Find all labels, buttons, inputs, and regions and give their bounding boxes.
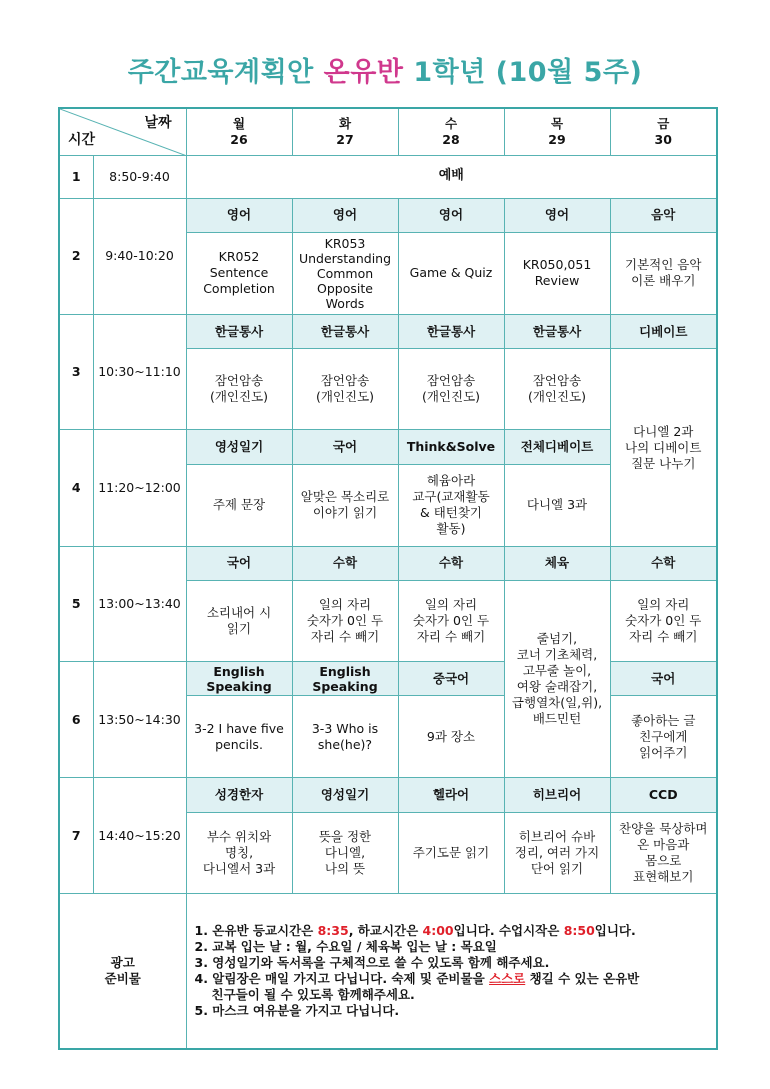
content-cell <box>186 464 292 546</box>
content-line: 헤윰아라 <box>426 473 476 489</box>
content-cell <box>398 464 504 546</box>
content-line: 정리, 여러 가지 <box>514 844 600 860</box>
period-number: 2 <box>59 198 93 314</box>
content-cell <box>504 232 610 314</box>
note-line-4-cont: 친구들이 될 수 있도록 함께해주세요. <box>211 986 415 1002</box>
content-line: 숫자가 0인 두 <box>625 613 702 629</box>
subject-cell: 수학 <box>292 546 398 580</box>
period-time: 14:40~15:20 <box>93 778 186 893</box>
content-line: 잠언암송 <box>426 373 476 389</box>
day-header-mon <box>186 108 292 155</box>
content-line: Sentence <box>209 265 269 281</box>
emphasis-self: 스스로 <box>489 970 526 986</box>
content-line: 자리 수 빼기 <box>629 629 698 645</box>
note-line-2: 2. 교복 입는 날 : 월, 수요일 / 체육복 입는 날 : 목요일 <box>194 938 497 954</box>
notes-label-supplies: 준비물 <box>104 970 141 986</box>
class-start-time: 8:50 <box>563 922 595 938</box>
dismissal-time: 4:00 <box>422 922 454 938</box>
day-date: 28 <box>442 131 460 147</box>
content-line: 잠언암송 <box>532 373 582 389</box>
notes-row <box>59 893 717 1049</box>
content-line: 숫자가 0인 두 <box>412 613 490 629</box>
content-cell <box>610 232 717 314</box>
schedule-table <box>58 107 718 1050</box>
page-title <box>0 50 770 89</box>
subject-cell: 영성일기 <box>186 430 292 464</box>
content-cell <box>610 812 717 893</box>
content-line: she(he)? <box>317 736 373 752</box>
content-cell <box>398 696 504 778</box>
content-line: 친구에게 <box>639 728 688 744</box>
content-line: 온 마음과 <box>637 836 690 852</box>
subject-cell: 음악 <box>610 198 717 232</box>
content-cell <box>292 812 398 893</box>
content-line: 이야기 읽기 <box>312 505 378 521</box>
period-time: 13:50~14:30 <box>93 662 186 778</box>
notes-label-announcement: 광고 <box>110 954 135 970</box>
content-line: 부수 위치와 <box>206 828 272 844</box>
content-line: (개인진도) <box>315 389 375 405</box>
content-line: Common <box>316 265 374 281</box>
content-line: 잠언암송 <box>320 373 370 389</box>
content-line: & 태턴찾기 <box>419 505 483 521</box>
subject-cell: 한글통사 <box>186 315 292 349</box>
period-5-subject-row <box>59 546 717 580</box>
content-line: 뜻을 정한 <box>318 828 372 844</box>
content-cell <box>186 232 292 314</box>
subject-cell: 한글통사 <box>292 315 398 349</box>
content-line: 다니엘 2과 <box>633 423 694 439</box>
subject-line: Speaking <box>312 678 378 694</box>
title-class-name: 온유반 <box>323 57 404 88</box>
content-line: 읽기 <box>226 621 252 637</box>
subject-cell: 헬라어 <box>398 778 504 812</box>
day-date: 27 <box>336 131 354 147</box>
content-line: 표현해보기 <box>633 868 694 884</box>
note-text: 입니다. <box>594 922 636 938</box>
day-date: 26 <box>230 131 248 147</box>
content-line: KR053 <box>324 235 366 251</box>
content-cell <box>292 349 398 430</box>
period-6-subject-row <box>59 662 717 696</box>
content-line: 잠언암송 <box>214 373 264 389</box>
period-number: 7 <box>59 778 93 893</box>
subject-line: English <box>319 663 371 679</box>
note-text: 챙길 수 있는 온유반 <box>525 970 640 986</box>
day-name: 목 <box>550 115 564 131</box>
content-line: 다니엘 3과 <box>526 497 588 513</box>
content-line: Completion <box>203 281 275 297</box>
corner-time-label: 시간 <box>68 131 96 148</box>
day-header-fri <box>610 108 717 155</box>
subject-cell: 국어 <box>610 662 717 696</box>
content-line: 숫자가 0인 두 <box>306 613 384 629</box>
subject-cell: 영어 <box>504 198 610 232</box>
day-header-thu <box>504 108 610 155</box>
content-line: 읽어주기 <box>639 744 688 760</box>
content-line: 히브리어 슈바 <box>518 828 596 844</box>
pe-merged-cell <box>504 580 610 778</box>
subject-cell: 중국어 <box>398 662 504 696</box>
content-line: Review <box>534 273 580 289</box>
subject-cell: 수학 <box>610 546 717 580</box>
content-cell <box>292 232 398 314</box>
period-time: 13:00~13:40 <box>93 546 186 661</box>
content-cell <box>398 812 504 893</box>
period-1-row <box>59 155 717 198</box>
content-line: Game & Quiz <box>409 265 493 281</box>
period-number: 3 <box>59 315 93 430</box>
corner-cell <box>59 108 186 155</box>
content-cell <box>504 464 610 546</box>
content-line: KR052 <box>218 249 260 265</box>
content-line: 소리내어 시 <box>206 605 272 621</box>
content-line: 여왕 술래잡기, <box>516 679 598 695</box>
period-number: 4 <box>59 430 93 546</box>
period-number: 1 <box>59 155 93 198</box>
note-text: , 하교시간은 <box>348 922 423 938</box>
content-line: (개인진도) <box>421 389 481 405</box>
corner-date-label: 날짜 <box>144 115 172 131</box>
content-cell <box>186 696 292 778</box>
content-cell <box>504 812 610 893</box>
content-line: 3-2 I have five <box>194 720 284 736</box>
content-cell <box>186 812 292 893</box>
day-name: 월 <box>232 115 246 131</box>
subject-cell: 히브리어 <box>504 778 610 812</box>
content-line: Understanding <box>298 250 392 266</box>
content-line: 이론 배우기 <box>631 273 696 289</box>
day-header-tue <box>292 108 398 155</box>
content-line: 단어 읽기 <box>530 860 584 876</box>
title-part1: 주간교육계획안 <box>127 57 314 88</box>
content-line: 급행열차(일,위), <box>511 695 603 711</box>
content-line: 찬양을 묵상하며 <box>619 820 708 836</box>
note-text: 1. 온유반 등교시간은 <box>194 922 318 938</box>
content-line: 자리 수 빼기 <box>416 629 486 645</box>
content-line: 일의 자리 <box>637 597 690 613</box>
content-line: 다니엘서 3과 <box>202 860 276 876</box>
content-line: 주제 문장 <box>212 497 266 513</box>
subject-cell: 체육 <box>504 546 610 580</box>
note-line-4 <box>195 971 711 987</box>
content-line: 교구(교재활동 <box>412 489 490 505</box>
arrival-time: 8:35 <box>317 922 349 938</box>
content-line: KR050,051 <box>522 257 592 273</box>
content-cell <box>186 349 292 430</box>
subject-cell: 전체디베이트 <box>504 430 610 464</box>
note-line-3: 3. 영성일기와 독서록을 구체적으로 쓸 수 있도록 함께 해주세요. <box>194 954 550 970</box>
content-line: 일의 자리 <box>318 597 372 613</box>
content-line: 다니엘, <box>324 844 366 860</box>
period-time: 11:20~12:00 <box>93 430 186 546</box>
period-time: 9:40-10:20 <box>93 198 186 314</box>
subject-line: English <box>213 663 265 679</box>
content-line: 자리 수 빼기 <box>310 629 380 645</box>
content-line: 줄넘기, <box>536 631 578 647</box>
content-cell <box>398 232 504 314</box>
day-header-wed <box>398 108 504 155</box>
subject-cell: 성경한자 <box>186 778 292 812</box>
content-line: 질문 나누기 <box>631 455 696 471</box>
title-grade-week: 1학년 (10월 5주) <box>413 57 643 88</box>
content-line: 일의 자리 <box>424 597 478 613</box>
content-cell <box>292 696 398 778</box>
subject-cell <box>186 662 292 696</box>
period-2-subject-row <box>59 198 717 232</box>
subject-cell: 영어 <box>186 198 292 232</box>
note-text: 4. 알림장은 매일 가지고 다닙니다. 숙제 및 준비물을 <box>194 970 490 986</box>
day-date: 30 <box>654 131 672 147</box>
notes-label-cell <box>59 893 186 1049</box>
subject-cell: 영어 <box>398 198 504 232</box>
content-line: 배드민턴 <box>532 711 582 727</box>
period-time: 10:30~11:10 <box>93 315 186 430</box>
content-line: 고무줄 놀이, <box>522 663 592 679</box>
content-line: (개인진도) <box>527 389 587 405</box>
content-line: 활동) <box>436 521 466 537</box>
content-cell <box>292 580 398 661</box>
header-row <box>59 108 717 155</box>
content-cell <box>398 349 504 430</box>
content-line: 나의 디베이트 <box>625 439 702 455</box>
period-3-subject-row <box>59 315 717 349</box>
period-time: 8:50-9:40 <box>93 155 186 198</box>
day-name: 금 <box>657 115 670 131</box>
content-cell <box>398 580 504 661</box>
content-line: 명칭, <box>224 844 254 860</box>
period-number: 6 <box>59 662 93 778</box>
content-line: 나의 뜻 <box>324 860 366 876</box>
content-cell <box>610 696 717 778</box>
subject-cell: 영어 <box>292 198 398 232</box>
content-line: 9과 장소 <box>426 728 476 744</box>
subject-cell: 국어 <box>186 546 292 580</box>
content-line: 주기도문 읽기 <box>412 844 490 860</box>
period-7-subject-row <box>59 778 717 812</box>
content-line: Words <box>325 295 365 311</box>
content-line: 좋아하는 글 <box>631 712 696 728</box>
content-cell <box>186 580 292 661</box>
debate-merged-cell <box>610 349 717 547</box>
subject-cell: CCD <box>610 778 717 812</box>
content-line: pencils. <box>215 736 263 752</box>
note-text: 입니다. 수업시작은 <box>453 922 564 938</box>
period-number: 5 <box>59 546 93 661</box>
content-cell <box>504 349 610 430</box>
subject-cell: 수학 <box>398 546 504 580</box>
day-date: 29 <box>548 131 566 147</box>
subject-cell: 한글통사 <box>398 315 504 349</box>
subject-cell: 국어 <box>292 430 398 464</box>
content-line: 기본적인 음악 <box>625 257 702 273</box>
content-line: 몸으로 <box>645 852 682 868</box>
subject-cell: Think&Solve <box>398 430 504 464</box>
note-line-5: 5. 마스크 여유분을 가지고 다닙니다. <box>194 1002 400 1018</box>
subject-cell: 영성일기 <box>292 778 398 812</box>
content-line: 알맞은 목소리로 <box>300 489 390 505</box>
content-cell <box>292 464 398 546</box>
note-line-1 <box>195 923 711 939</box>
notes-content-cell <box>186 893 717 1049</box>
content-line: Opposite <box>317 280 373 296</box>
day-name: 화 <box>338 115 352 131</box>
content-cell <box>610 580 717 661</box>
content-line: (개인진도) <box>209 389 269 405</box>
subject-line: Speaking <box>206 678 272 694</box>
subject-cell <box>292 662 398 696</box>
content-line: 3-3 Who is <box>311 720 379 736</box>
day-name: 수 <box>444 115 458 131</box>
subject-cell: 디베이트 <box>610 315 717 349</box>
content-line: 코너 기초체력, <box>516 647 598 663</box>
subject-cell: 한글통사 <box>504 315 610 349</box>
worship-cell: 예배 <box>186 155 717 198</box>
